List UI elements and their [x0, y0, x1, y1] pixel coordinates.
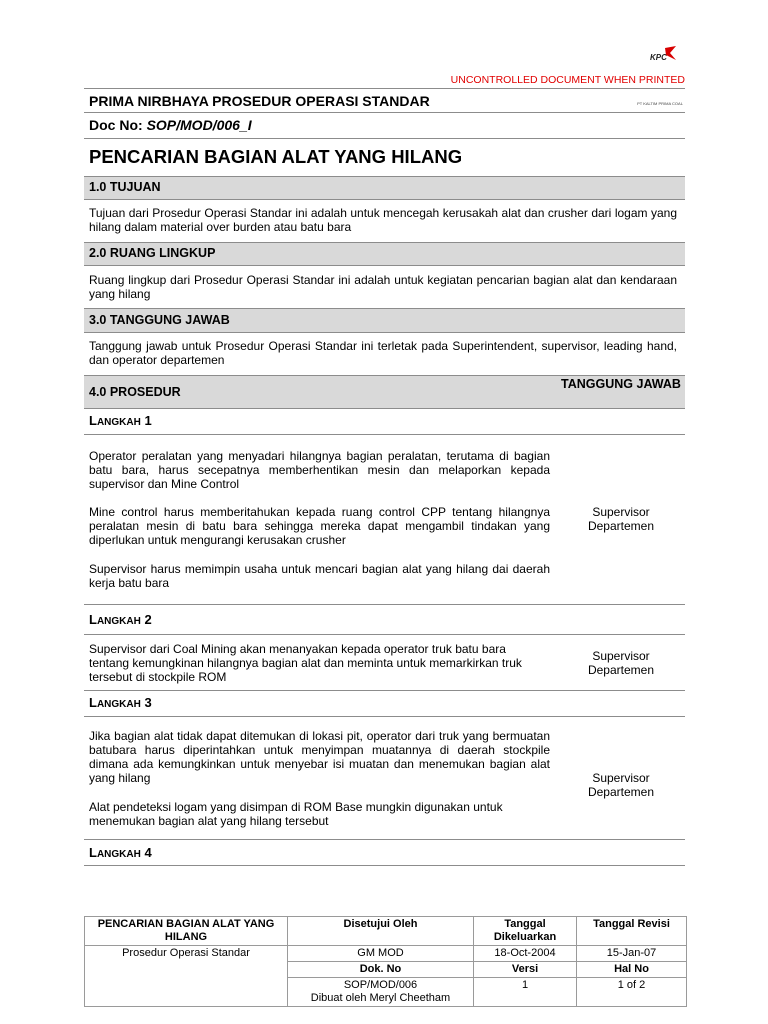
- section-tanggung-text: Tanggung jawab untuk Prosedur Operasi Standar ini terletak pada Superintendent, supervisor, leading hand, dan operator departemen: [89, 339, 677, 367]
- divider: [84, 604, 685, 605]
- responsibility-heading: TANGGUNG JAWAB: [561, 377, 681, 391]
- section-tanggung-heading: 3.0 TANGGUNG JAWAB: [89, 313, 230, 327]
- step-2-paragraph: Supervisor dari Coal Mining akan menanyakan kepada operator truk batu bara tentang kemungkinan hilangnya bagian alat dan meminta untuk memarkirkan truk tersebut di stockpile ROM: [89, 642, 522, 684]
- section-ruang-heading: 2.0 RUANG LINGKUP: [89, 246, 216, 260]
- section-prosedur-heading: 4.0 PROSEDUR: [89, 385, 181, 399]
- kpc-logo-mark: [632, 44, 688, 70]
- footer-revision-value: 15-Jan-07: [577, 946, 687, 962]
- table-row: [85, 917, 687, 946]
- step-1-responsibility: Supervisor Departemen: [587, 505, 655, 533]
- table-row: [85, 946, 687, 962]
- footer-revision-label: Tanggal Revisi: [577, 917, 687, 946]
- footer-dokno-value: SOP/MOD/006: [343, 979, 418, 991]
- footer-halno-value: 1 of 2: [577, 978, 687, 1007]
- footer-author: Dibuat oleh Meryl Cheetham: [310, 992, 451, 1004]
- doc-number: [89, 117, 252, 133]
- footer-versi-value: 1: [474, 978, 577, 1007]
- doc-number-value: SOP/MOD/006_I: [146, 117, 252, 133]
- uncontrolled-notice: UNCONTROLLED DOCUMENT WHEN PRINTED: [450, 74, 685, 86]
- step-3-paragraph: Alat pendeteksi logam yang disimpan di ROM Base mungkin digunakan untuk menemukan bagian alat yang hilang tersebut: [89, 800, 503, 828]
- step-4-label: LANGKAH 4: [89, 845, 152, 860]
- section-tujuan-heading: 1.0 TUJUAN: [89, 180, 161, 194]
- divider: [84, 434, 685, 435]
- footer-table: [84, 916, 687, 1007]
- footer-versi-label: Versi: [474, 962, 577, 978]
- footer-approved-label: Disetujui Oleh: [288, 917, 474, 946]
- footer-halno-label: Hal No: [577, 962, 687, 978]
- footer-issued-label: Tanggal Dikeluarkan: [474, 917, 577, 946]
- footer-dokno-cell: [288, 978, 474, 1007]
- footer-dokno-label: Dok. No: [288, 962, 474, 978]
- step-1-paragraph: Operator peralatan yang menyadari hilangnya bagian peralatan, terutama di bagian batu bara, harus secepatnya memberhentikan mesin dan melaporkan kepada supervisor dan Mine Control: [89, 449, 550, 491]
- divider: [84, 839, 685, 840]
- kpc-logo-letters: KPC: [650, 53, 667, 62]
- footer-approved-value: GM MOD: [288, 946, 474, 962]
- divider: [84, 716, 685, 717]
- step-1-paragraph: Supervisor harus memimpin usaha untuk mencari bagian alat yang hilang dai daerah kerja batu bara: [89, 562, 550, 590]
- footer-doc-title: PENCARIAN BAGIAN ALAT YANG HILANG: [85, 917, 288, 946]
- section-tujuan-header: [84, 176, 685, 200]
- divider: [84, 138, 685, 139]
- step-1-label: LANGKAH 1: [89, 413, 152, 428]
- kpc-logo: [632, 44, 688, 106]
- step-2-label: LANGKAH 2: [89, 612, 152, 627]
- kpc-logo-caption: PT KALTIM PRIMA COAL: [637, 101, 683, 106]
- section-tanggung-header: [84, 308, 685, 333]
- footer-issued-value: 18-Oct-2004: [474, 946, 577, 962]
- step-3-label: LANGKAH 3: [89, 695, 152, 710]
- section-ruang-header: [84, 242, 685, 266]
- divider: [84, 865, 685, 866]
- org-title: PRIMA NIRBHAYA PROSEDUR OPERASI STANDAR: [89, 93, 430, 109]
- section-tujuan-text: Tujuan dari Prosedur Operasi Standar ini adalah untuk mencegah kerusakah alat dan crusher dari logam yang hilang dalam material over burden atau batu bara: [89, 206, 677, 234]
- doc-number-label: Doc No:: [89, 117, 143, 133]
- step-1-paragraph: Mine control harus memberitahukan kepada ruang control CPP tentang hilangnya peralatan mesin di batu bara sehingga mereka dapat mengambil tindakan yang diperlukan untuk mengurangi kerusakan crusher: [89, 505, 550, 547]
- footer-doc-subtitle: Prosedur Operasi Standar: [85, 946, 288, 1007]
- divider: [84, 112, 685, 113]
- document-title: PENCARIAN BAGIAN ALAT YANG HILANG: [89, 146, 463, 167]
- divider: [84, 634, 685, 635]
- step-3-responsibility: Supervisor Departemen: [587, 771, 655, 799]
- divider: [84, 88, 685, 89]
- divider: [84, 690, 685, 691]
- section-ruang-text: Ruang lingkup dari Prosedur Operasi Standar ini adalah untuk kegiatan pencarian bagian alat dan kendaraan yang hilang: [89, 273, 677, 301]
- step-2-responsibility: Supervisor Departemen: [587, 649, 655, 677]
- step-3-paragraph: Jika bagian alat tidak dapat ditemukan di lokasi pit, operator dari truk yang bermuatan batubara harus diperintahkan untuk menyimpan muatannya di daerah stockpile dimana ada kemungkinkan untuk menyebar isi muatan dan menemukan bagian alat yang hilang: [89, 729, 550, 785]
